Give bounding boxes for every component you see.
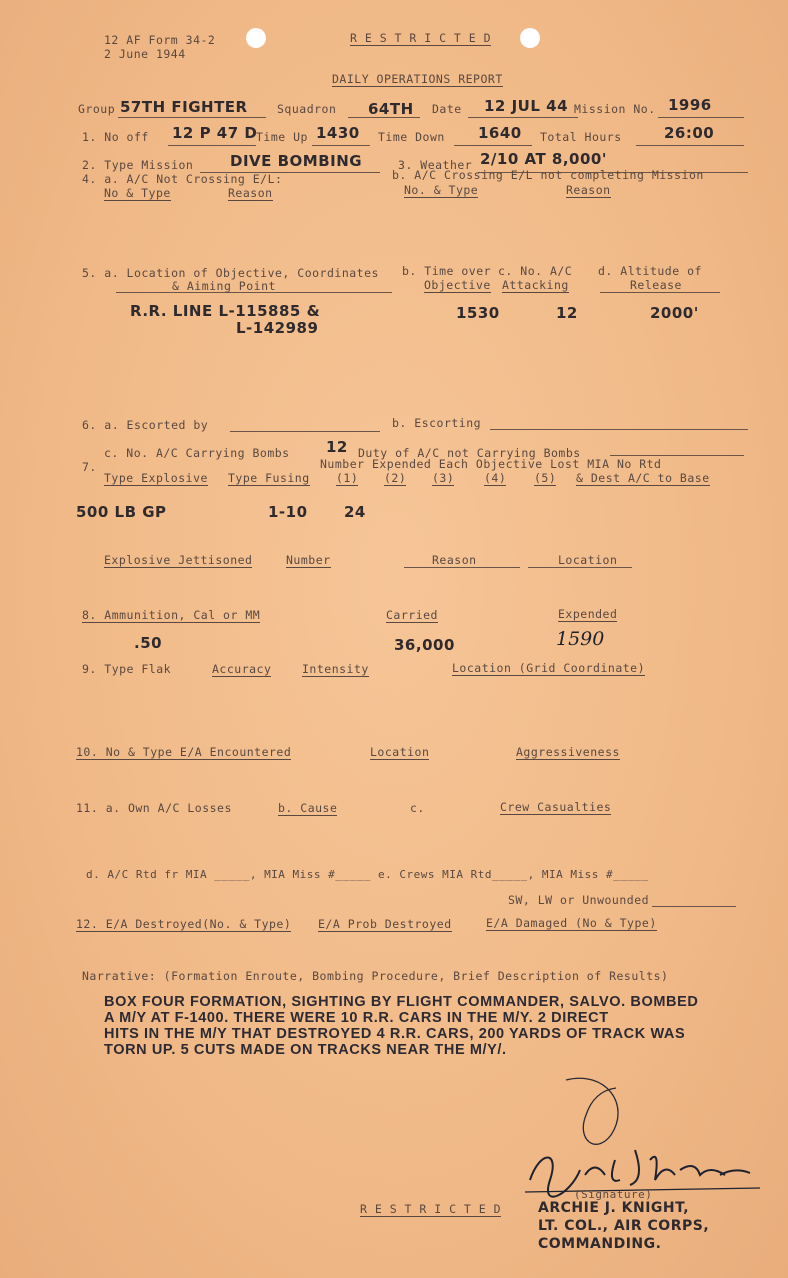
- ea-destroyed-label: 12. E/A Destroyed(No. & Type): [76, 917, 292, 931]
- attacking-label: Attacking: [502, 278, 569, 292]
- report-title: DAILY OPERATIONS REPORT: [332, 72, 503, 86]
- explosive-value: 500 LB GP: [76, 503, 167, 521]
- type-fusing-label: Type Fusing: [228, 471, 310, 485]
- type-mission-label: 2. Type Mission: [82, 158, 194, 172]
- carrying-value: 12: [326, 438, 348, 456]
- jettisoned-label: Explosive Jettisoned: [104, 553, 253, 567]
- row5d-label: d. Altitude of: [598, 264, 702, 278]
- col-1: (1): [336, 471, 359, 485]
- jett-reason-label: Reason: [432, 553, 477, 567]
- ammunition-label: 8. Ammunition, Cal or MM: [82, 608, 261, 622]
- time-up-value: 1430: [316, 124, 360, 142]
- fusing-value: 1-10: [268, 503, 308, 521]
- row4-no-type-2: No. & Type: [404, 183, 479, 197]
- total-hours-value: 26:00: [664, 124, 715, 142]
- narrative-label: Narrative: (Formation Enroute, Bombing Procedure, Brief Description of Results): [82, 969, 669, 983]
- wound-label: SW, LW or Unwounded: [508, 893, 650, 907]
- escorting-label: b. Escorting: [392, 416, 482, 430]
- caliber-value: .50: [134, 634, 163, 652]
- altitude-value: 2000': [650, 304, 699, 322]
- no-off-label: 1. No off: [82, 130, 149, 144]
- time-down-label: Time Down: [378, 130, 445, 144]
- col-2: (2): [384, 471, 407, 485]
- duty-label: Duty of A/C not Carrying Bombs: [358, 446, 581, 460]
- weather-value: 2/10 AT 8,000': [480, 150, 607, 168]
- total-hours-label: Total Hours: [540, 130, 622, 144]
- escorted-label: 6. a. Escorted by: [82, 418, 209, 432]
- classification-bottom: R E S T R I C T E D: [360, 1202, 502, 1216]
- classification-top: R E S T R I C T E D: [350, 31, 492, 45]
- objective-label: Objective: [424, 278, 491, 292]
- row4b-label: b. A/C Crossing E/L not completing Mission: [392, 168, 704, 182]
- dest-label: & Dest A/C to Base: [576, 471, 710, 485]
- weather-label: 3. Weather: [398, 158, 473, 172]
- mia-line: d. A/C Rtd fr MIA _____, MIA Miss #_____ e. Crews MIA Rtd_____, MIA Miss #_____: [86, 868, 649, 881]
- time-over-value: 1530: [456, 304, 500, 322]
- row4-no-type: No & Type: [104, 186, 171, 200]
- group-value: 57TH FIGHTER: [120, 98, 248, 116]
- punch-hole: [246, 28, 266, 48]
- group-label: Group: [78, 102, 116, 116]
- time-up-label: Time Up: [256, 130, 308, 144]
- crew-casualties-label: Crew Casualties: [500, 800, 612, 814]
- row4a-label: 4. a. A/C Not Crossing E/L:: [82, 172, 283, 186]
- row5c-label: c. No. A/C: [498, 264, 573, 278]
- signature-label: (Signature): [574, 1188, 653, 1201]
- carried-label: Carried: [386, 608, 438, 622]
- location-value-2: L-142989: [236, 319, 319, 337]
- row5a-label: 5. a. Location of Objective, Coordinates: [82, 266, 379, 280]
- signer-role: COMMANDING.: [538, 1236, 662, 1252]
- expended-value: 1590: [556, 628, 605, 650]
- number-expended-value: 24: [344, 503, 366, 521]
- col-3: (3): [432, 471, 455, 485]
- aiming-point-label: & Aiming Point: [172, 279, 276, 293]
- signer-rank: LT. COL., AIR CORPS,: [538, 1218, 710, 1234]
- time-down-value: 1640: [478, 124, 522, 142]
- ea-encountered-label: 10. No & Type E/A Encountered: [76, 745, 292, 759]
- c-label: c.: [410, 801, 425, 815]
- jett-location-label: Location: [558, 553, 618, 567]
- form-number: 12 AF Form 34-2: [104, 33, 216, 47]
- signature-text: [530, 1152, 706, 1177]
- no-off-value: 12 P 47 D: [172, 124, 258, 142]
- row5b-label: b. Time over: [402, 264, 492, 278]
- row4-reason: Reason: [228, 186, 273, 200]
- ea-damaged-label: E/A Damaged (No & Type): [486, 916, 657, 930]
- release-label: Release: [630, 278, 682, 292]
- carrying-label: c. No. A/C Carrying Bombs: [104, 446, 290, 460]
- jett-number-label: Number: [286, 553, 331, 567]
- date-value: 12 JUL 44: [484, 97, 569, 115]
- mission-label: Mission No.: [574, 102, 656, 116]
- punch-hole: [520, 28, 540, 48]
- col-5: (5): [534, 471, 557, 485]
- ea-location-label: Location: [370, 745, 430, 759]
- row7-top-header: Number Expended Each Objective Lost MIA No Rtd: [320, 457, 662, 471]
- row7-number: 7.: [82, 460, 97, 474]
- carried-value: 36,000: [394, 636, 455, 654]
- attacking-value: 12: [556, 304, 578, 322]
- type-mission-value: DIVE BOMBING: [230, 152, 363, 170]
- form-date: 2 June 1944: [104, 47, 186, 61]
- narrative-text: BOX FOUR FORMATION, SIGHTING BY FLIGHT COMMANDER, SALVO. BOMBED A M/Y AT F-1400. THERE WERE 10 R.R. CARS IN THE M/Y. 2 DIRECT HITS IN THE M/Y THAT DESTROYED 4 R.R. CARS, 200 YARDS OF TRACK WAS TORN UP. 5 CUTS MADE ON TRACKS NEAR THE M/Y/.: [104, 994, 699, 1058]
- expended-label: Expended: [558, 607, 618, 621]
- col-4: (4): [484, 471, 507, 485]
- location-value-1: R.R. LINE L-115885 &: [130, 302, 321, 320]
- accuracy-label: Accuracy: [212, 662, 272, 676]
- signer-name: ARCHIE J. KNIGHT,: [538, 1200, 690, 1216]
- ink-scribble: [556, 1070, 636, 1160]
- squadron-label: Squadron: [277, 102, 337, 116]
- type-explosive-label: Type Explosive: [104, 471, 208, 485]
- squadron-value: 64TH: [368, 100, 414, 118]
- own-losses-label: 11. a. Own A/C Losses: [76, 801, 232, 815]
- flak-location-label: Location (Grid Coordinate): [452, 661, 646, 675]
- row4-reason-2: Reason: [566, 183, 611, 197]
- cause-label: b. Cause: [278, 801, 338, 815]
- ea-prob-label: E/A Prob Destroyed: [318, 917, 452, 931]
- aggressiveness-label: Aggressiveness: [516, 745, 620, 759]
- mission-value: 1996: [668, 96, 712, 114]
- intensity-label: Intensity: [302, 662, 369, 676]
- date-label: Date: [432, 102, 462, 116]
- flak-label: 9. Type Flak: [82, 662, 172, 676]
